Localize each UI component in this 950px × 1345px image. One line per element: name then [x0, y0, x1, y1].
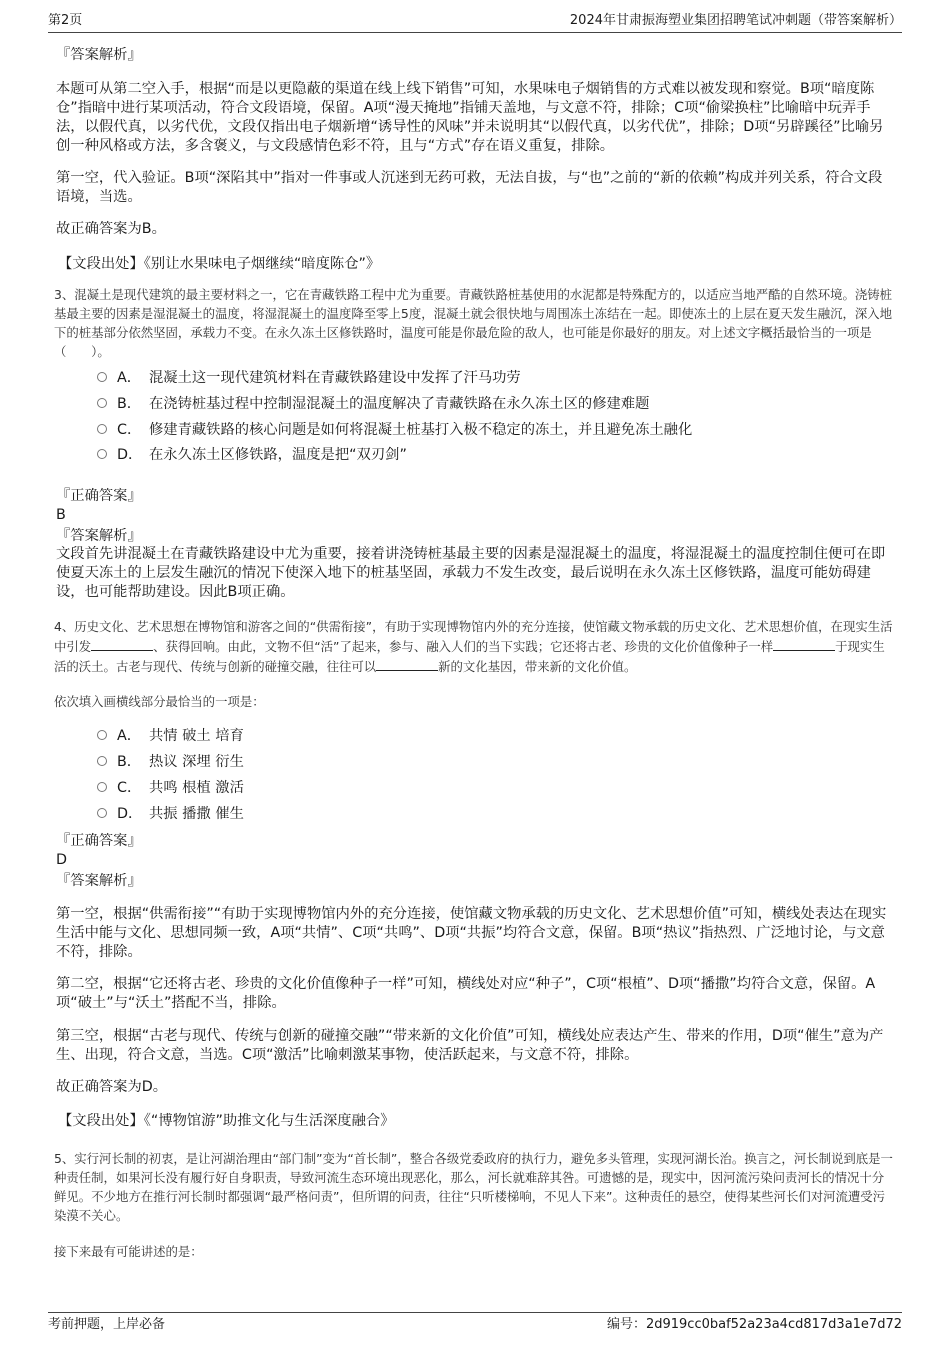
q3-stem: 3、混凝土是现代建筑的最主要材料之一，它在青藏铁路工程中尤为重要。青藏铁路桩基使用的水泥都是特殊配方的，以适应当地严酷的自然环境。浇铸桩基最主要的因素是湿混凝土的温度，将湿混凝土的温度降至零上5度，混凝土就会很快地与周围冻土冻结在一起。即使冻土的上层在夏天发生融沉，深入地下的桩基部分依然坚固，承载力不变。在永久冻土区修铁路时，温度可能是你最危险的敌人，也可能是你最好的朋友。对上述文字概括最恰当的一项是（ ）。 [54, 287, 893, 359]
q5-stem: 5、实行河长制的初衷，是让河湖治理由“部门制”变为“首长制”，整合各级党委政府的执行力，避免多头管理，实现河湖长治。换言之，河长制说到底是一种责任制，如果河长没有履行好自身职责，导致河流生态环境出现恶化，那么，河长就难辞其咎。可遗憾的是，现实中，因河流污染问责河长的情况十分鲜见。不少地方在推行河长制时都强调“最严格问责”，但所谓的问责，往往“只听楼梯响，不见人下来”。这种责任的悬空，使得某些河长们对河流遭受污染漠不关心。 [54, 1151, 893, 1223]
q3-answer: B [56, 507, 66, 523]
radio-icon[interactable] [97, 449, 107, 459]
radio-icon[interactable] [97, 756, 107, 766]
q2-source: 【文段出处】《别让水果味电子烟继续“暗度陈仓”》 [58, 256, 381, 272]
q4-stem: 4、历史文化、艺术思想在博物馆和游客之间的“供需衔接”，有助于实现博物馆内外的充分连接，使馆藏文物承载的历史文化、艺术思想价值，在现实生活中引发 、获得回响。由此，文物不但“活”了起来，参与、融入人们的当下实践；它还将古老、珍贵的文化价值像种子一样 于现实生活的沃土。古老与现代、传统与创新的碰撞交融，往往可以 新的文化基因，带来新的文化价值。 [54, 619, 893, 674]
q3-option-d[interactable]: D． 在永久冻土区修铁路，温度是把“双刃剑” [97, 445, 407, 465]
radio-icon[interactable] [97, 730, 107, 740]
document-code: 编号：2d919cc0baf52a23a4cd817d3a1e7d72 [606, 1317, 902, 1332]
fill-blank-1 [91, 636, 153, 651]
q3-answer-label: 『正确答案』 [56, 488, 142, 504]
radio-icon[interactable] [97, 424, 107, 434]
q4-option-c[interactable]: C． 共鸣 根植 激活 [97, 778, 244, 798]
q4-option-a[interactable]: A． 共情 破土 培育 [97, 726, 244, 746]
q3-option-a[interactable]: A． 混凝土这一现代建筑材料在青藏铁路建设中发挥了汗马功劳 [97, 368, 521, 388]
q3-analysis-label: 『答案解析』 [56, 528, 142, 544]
q4-option-d[interactable]: D． 共振 播撒 催生 [97, 804, 244, 824]
page-header [48, 12, 902, 33]
q4-answer: D [56, 852, 68, 868]
page-footer [48, 1312, 902, 1334]
q4-analysis-label: 『答案解析』 [56, 873, 142, 889]
radio-icon[interactable] [97, 808, 107, 818]
q4-source: 【文段出处】《“博物馆游”助推文化与生活深度融合》 [58, 1113, 395, 1129]
q2-conclusion: 故正确答案为B。 [56, 221, 166, 237]
q5-prompt: 接下来最有可能讲述的是： [54, 1244, 203, 1259]
fill-blank-3 [376, 656, 438, 671]
q2-analysis-label: 『答案解析』 [56, 47, 142, 63]
q3-option-b[interactable]: B． 在浇铸桩基过程中控制湿混凝土的温度解决了青藏铁路在永久冻土区的修建难题 [97, 394, 649, 414]
q4-conclusion: 故正确答案为D。 [56, 1079, 168, 1095]
radio-icon[interactable] [97, 372, 107, 382]
document-title: 2024年甘肃振海塑业集团招聘笔试冲刺题（带答案解析） [569, 13, 902, 28]
q4-analysis-paragraph-3: 第三空，根据“古老与现代、传统与创新的碰撞交融”“带来新的文化价值”可知，横线处应表达产生、带来的作用，D项“催生”意为产生、出现，符合文意，当选。C项“激活”比喻刺激某事物，使活跃起来，与文意不符，排除。 [56, 1028, 884, 1063]
q4-prompt: 依次填入画横线部分最恰当的一项是： [54, 694, 265, 709]
q4-option-b[interactable]: B． 热议 深埋 衍生 [97, 752, 244, 772]
radio-icon[interactable] [97, 398, 107, 408]
q4-analysis-paragraph-2: 第二空，根据“它还将古老、珍贵的文化价值像种子一样”可知，横线处对应“种子”，C项“根植”、D项“播撒”均符合文意，保留。A项“破土”与“沃土”搭配不当，排除。 [56, 976, 876, 1011]
q2-analysis-paragraph-1: 本题可从第二空入手，根据“而是以更隐蔽的渠道在线上线下销售”可知，水果味电子烟销售的方式难以被发现和察觉。B项“暗度陈仓”指暗中进行某项活动，符合文段语境，保留。A项“漫天掩地”指铺天盖地，与文意不符，排除；C项“偷梁换柱”比喻暗中玩弄手法，以假代真，以劣代优，文段仅指出电子烟新增“诱导性的风味”并未说明其“以假代真，以劣代优”，排除；D项“另辟蹊径”比喻另创一种风格或方法，多含褒义，与文段感情色彩不符，且与“方式”存在语义重复，排除。 [56, 81, 884, 154]
radio-icon[interactable] [97, 782, 107, 792]
page-number: 第2页 [48, 13, 83, 28]
fill-blank-2 [773, 636, 835, 651]
q3-analysis: 文段首先讲混凝土在青藏铁路建设中尤为重要，接着讲浇铸桩基最主要的因素是湿混凝土的温度，将湿混凝土的温度控制住便可在即使夏天冻土的上层发生融沉的情况下使深入地下的桩基坚固，承载力不发生改变，最后说明在永久冻土区修铁路，温度可能妨碍建设，也可能帮助建设。因此B项正确。 [56, 546, 886, 600]
footer-slogan: 考前押题，上岸必备 [48, 1317, 166, 1332]
q4-analysis-paragraph-1: 第一空，根据“供需衔接”“有助于实现博物馆内外的充分连接，使馆藏文物承载的历史文化、艺术思想价值”可知，横线处表达在现实生活中能与文化、思想同频一致，A项“共情”、C项“共鸣”、D项“共振”均符合文意，保留。B项“热议”指热烈、广泛地讨论，与文意不符，排除。 [56, 906, 887, 960]
q3-option-c[interactable]: C． 修建青藏铁路的核心问题是如何将混凝土桩基打入极不稳定的冻土，并且避免冻土融化 [97, 420, 692, 440]
q2-analysis-paragraph-2: 第一空，代入验证。B项“深陷其中”指对一件事或人沉迷到无药可救，无法自拔，与“也”之前的“新的依赖”构成并列关系，符合文段语境，当选。 [56, 170, 883, 205]
q4-answer-label: 『正确答案』 [56, 833, 142, 849]
